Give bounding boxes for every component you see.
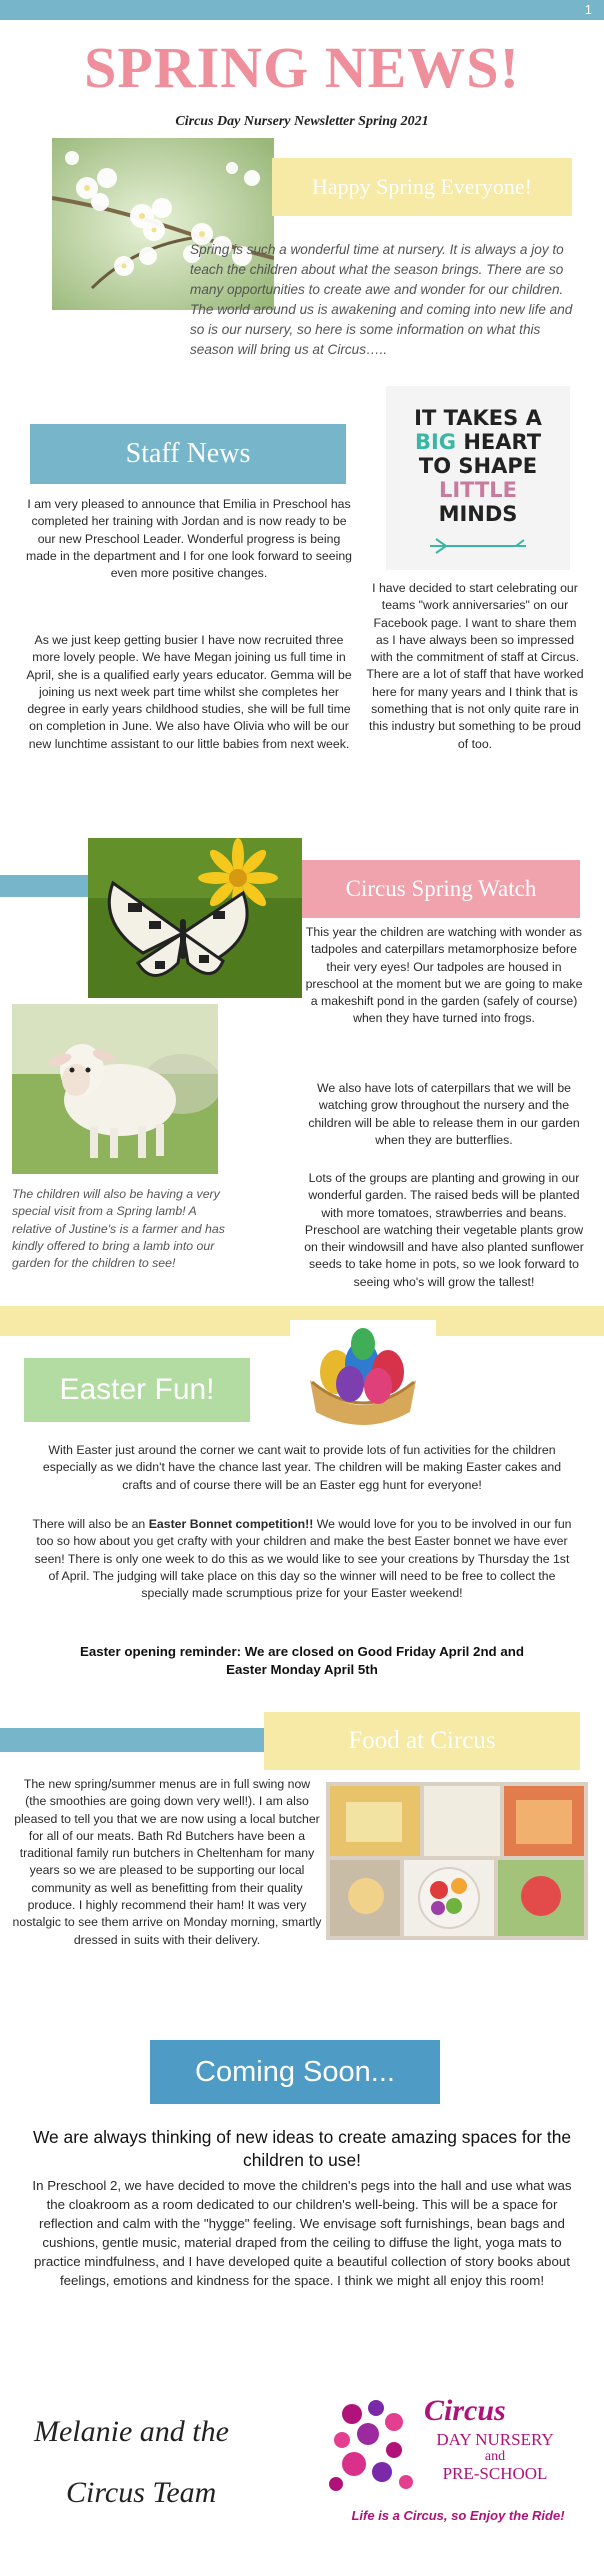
butterfly-image bbox=[88, 838, 302, 998]
food-heading-text: Food at Circus bbox=[348, 1727, 496, 1754]
easter-para2 bbox=[30, 1516, 574, 1602]
spring-watch-para3: Lots of the groups are planting and growing in our wonderful garden. The raised beds will be planted with more tomatoes, strawberries and beans. Preschool are watching their vegetable plants grow on their windowsill and have also planted sunflower seeds to take home in pots, so we look forward to seeing who's will grow the tallest! bbox=[304, 1171, 584, 1289]
page-number-tab bbox=[0, 0, 604, 20]
easter-para1: With Easter just around the corner we cant wait to provide lots of fun activities for the children especially as we didn't have the chance last year. The children will be making Easter cakes and crafts and of course there will be an Easter egg hunt for everyone! bbox=[42, 1443, 562, 1492]
coming-soon-lead: We are always thinking of new ideas to create amazing spaces for the children to use! bbox=[32, 2127, 572, 2170]
leaf-vine-icon bbox=[426, 536, 530, 556]
logo-word: Circus bbox=[424, 2394, 506, 2427]
spring-watch-para1: This year the children are watching with wonder as tadpoles and caterpillars metamorphosize before their very eyes! Our tadpoles are housed in preschool at the moment but we are going to make a makeshift pond in the garden (safely of course) when they have turned into frogs. bbox=[305, 925, 583, 1026]
easter-para2-bold: Easter Bonnet competition!! bbox=[148, 1517, 314, 1531]
coming-soon-heading-text: Coming Soon... bbox=[195, 2055, 395, 2088]
lamb-caption: The children will also be having a very special visit from a Spring lamb! A relative of Justine's is a farmer and has kindly offered to bring a lamb into our garden for the children to see! bbox=[12, 1187, 225, 1271]
heart-poster bbox=[386, 386, 570, 570]
food-divider-bar bbox=[0, 1728, 270, 1752]
easter-heading-text: Easter Fun! bbox=[59, 1373, 215, 1406]
logo-tagline: Life is a Circus, so Enjoy the Ride! bbox=[351, 2508, 565, 2523]
staff-news-para2: As we just keep getting busier I have now recruited three more lovely people. We have Megan joining us full time in April, she is a qualified early years educator. Gemma will be joining us next week part time whilst she completes her degree in early years childhood studies, she will be full time on completion in June. We also have Olivia who will be our new lunchtime assistant to our little babies from next week. bbox=[26, 633, 352, 751]
easter-para2-pre: There will also be an bbox=[32, 1517, 149, 1531]
food-collage-image bbox=[326, 1782, 588, 1940]
easter-para2-post: We would love for you to be involved in our fun too so how about you get crafty with your children and make the best Easter bonnet we have ever seen! There is only one week to do this as we would like to see your creations by Thursday the 1st of April. The judging will take place on this day so the winner will need to be free to collect the specially made scrumptious prize for your Easter weekend! bbox=[34, 1517, 572, 1601]
page-number: 1 bbox=[584, 2, 592, 17]
anniversaries-text: I have decided to start celebrating our teams "work anniversaries" on our Facebook page. I want to share them as I have always been so impressed with the commitment of staff at Circus. There are a lot of staff that have worked here for many years and I think that is something that is not only quite rare in this industry but something to be proud of too. bbox=[366, 581, 584, 751]
poster-line3: TO SHAPE bbox=[418, 454, 538, 478]
spring-watch-heading-text: Circus Spring Watch bbox=[345, 876, 537, 901]
lamb-image bbox=[12, 1004, 218, 1174]
poster-line4: LITTLE bbox=[438, 478, 518, 502]
circus-logo bbox=[324, 2394, 586, 2534]
intro-text: Spring is such a wonderful time at nursery. It is always a joy to teach the children about what the season brings. There are so many opportunities to create awe and wonder for our children. The world around us is awakening and coming into new life and so is our nursery, so here is some information on what this season will bring us at Circus….. bbox=[190, 242, 573, 357]
signature-line2: Circus Team bbox=[66, 2476, 217, 2509]
logo-line1: DAY NURSERY bbox=[436, 2430, 554, 2449]
poster-line2b: HEART bbox=[463, 430, 542, 454]
masthead-subtitle: Circus Day Nursery Newsletter Spring 2021 bbox=[175, 114, 429, 129]
easter-heading bbox=[24, 1358, 250, 1422]
balloons-icon bbox=[324, 2394, 420, 2506]
spring-watch-heading bbox=[302, 860, 580, 918]
poster-line5: MINDS bbox=[438, 502, 518, 526]
intro-heading-text: Happy Spring Everyone! bbox=[312, 174, 532, 199]
coming-soon-heading bbox=[150, 2040, 440, 2104]
masthead-title: SPRING NEWS! bbox=[84, 35, 520, 100]
easter-reminder: Easter opening reminder: We are closed on Good Friday April 2nd and Easter Monday April 5th bbox=[79, 1644, 525, 1677]
staff-news-heading bbox=[30, 424, 346, 484]
poster-line2a: BIG bbox=[414, 430, 456, 454]
food-heading bbox=[264, 1712, 580, 1770]
logo-line2: and bbox=[484, 2449, 506, 2464]
logo-line3: PRE-SCHOOL bbox=[442, 2464, 548, 2483]
poster-line1: IT TAKES A bbox=[414, 406, 542, 430]
staff-news-heading-text: Staff News bbox=[125, 438, 251, 469]
divider-bar bbox=[0, 875, 92, 897]
easter-eggs-image bbox=[290, 1320, 436, 1434]
signature-line1: Melanie and the bbox=[34, 2415, 229, 2448]
intro-heading bbox=[272, 158, 572, 216]
food-text: The new spring/summer menus are in full swing now (the smoothies are going down very well!). I am also pleased to tell you that we are now using a local butcher for all of our meats. Bath Rd Butchers have been a traditional family run butchers in Cheltenham for many years so we are pleased to be supporting our local community as well as benefitting from their quality produce. I highly recommend their ham! It was very nostalgic to see them arrive on Monday morning, smartly dressed in suits with their delivery. bbox=[12, 1777, 322, 1947]
spring-watch-para2: We also have lots of caterpillars that we will be watching grow throughout the nursery and the children will be able to release them in our garden when they are butterflies. bbox=[308, 1081, 580, 1147]
staff-news-para1: I am very pleased to announce that Emilia in Preschool has completed her training with Jordan and is now ready to be our new Preschool Leader. Wonderful progress is being made in the department and I for one look forward to seeing even more positive changes. bbox=[25, 497, 353, 581]
coming-soon-text: In Preschool 2, we have decided to move the children's pegs into the hall and use what was the cloakroom as a room dedicated to our children's well-being. This will be a space for reflection and calm with the "hygge" feeling. We envisage soft furnishings, bean bags and cushions, gentle music, material draped from the ceiling to diffuse the light, yoga mats to practice mindfulness, and I have developed quite a beautiful collection of story books about feelings, emotions and kindness for the space. I think we might all enjoy this room! bbox=[32, 2178, 572, 2288]
